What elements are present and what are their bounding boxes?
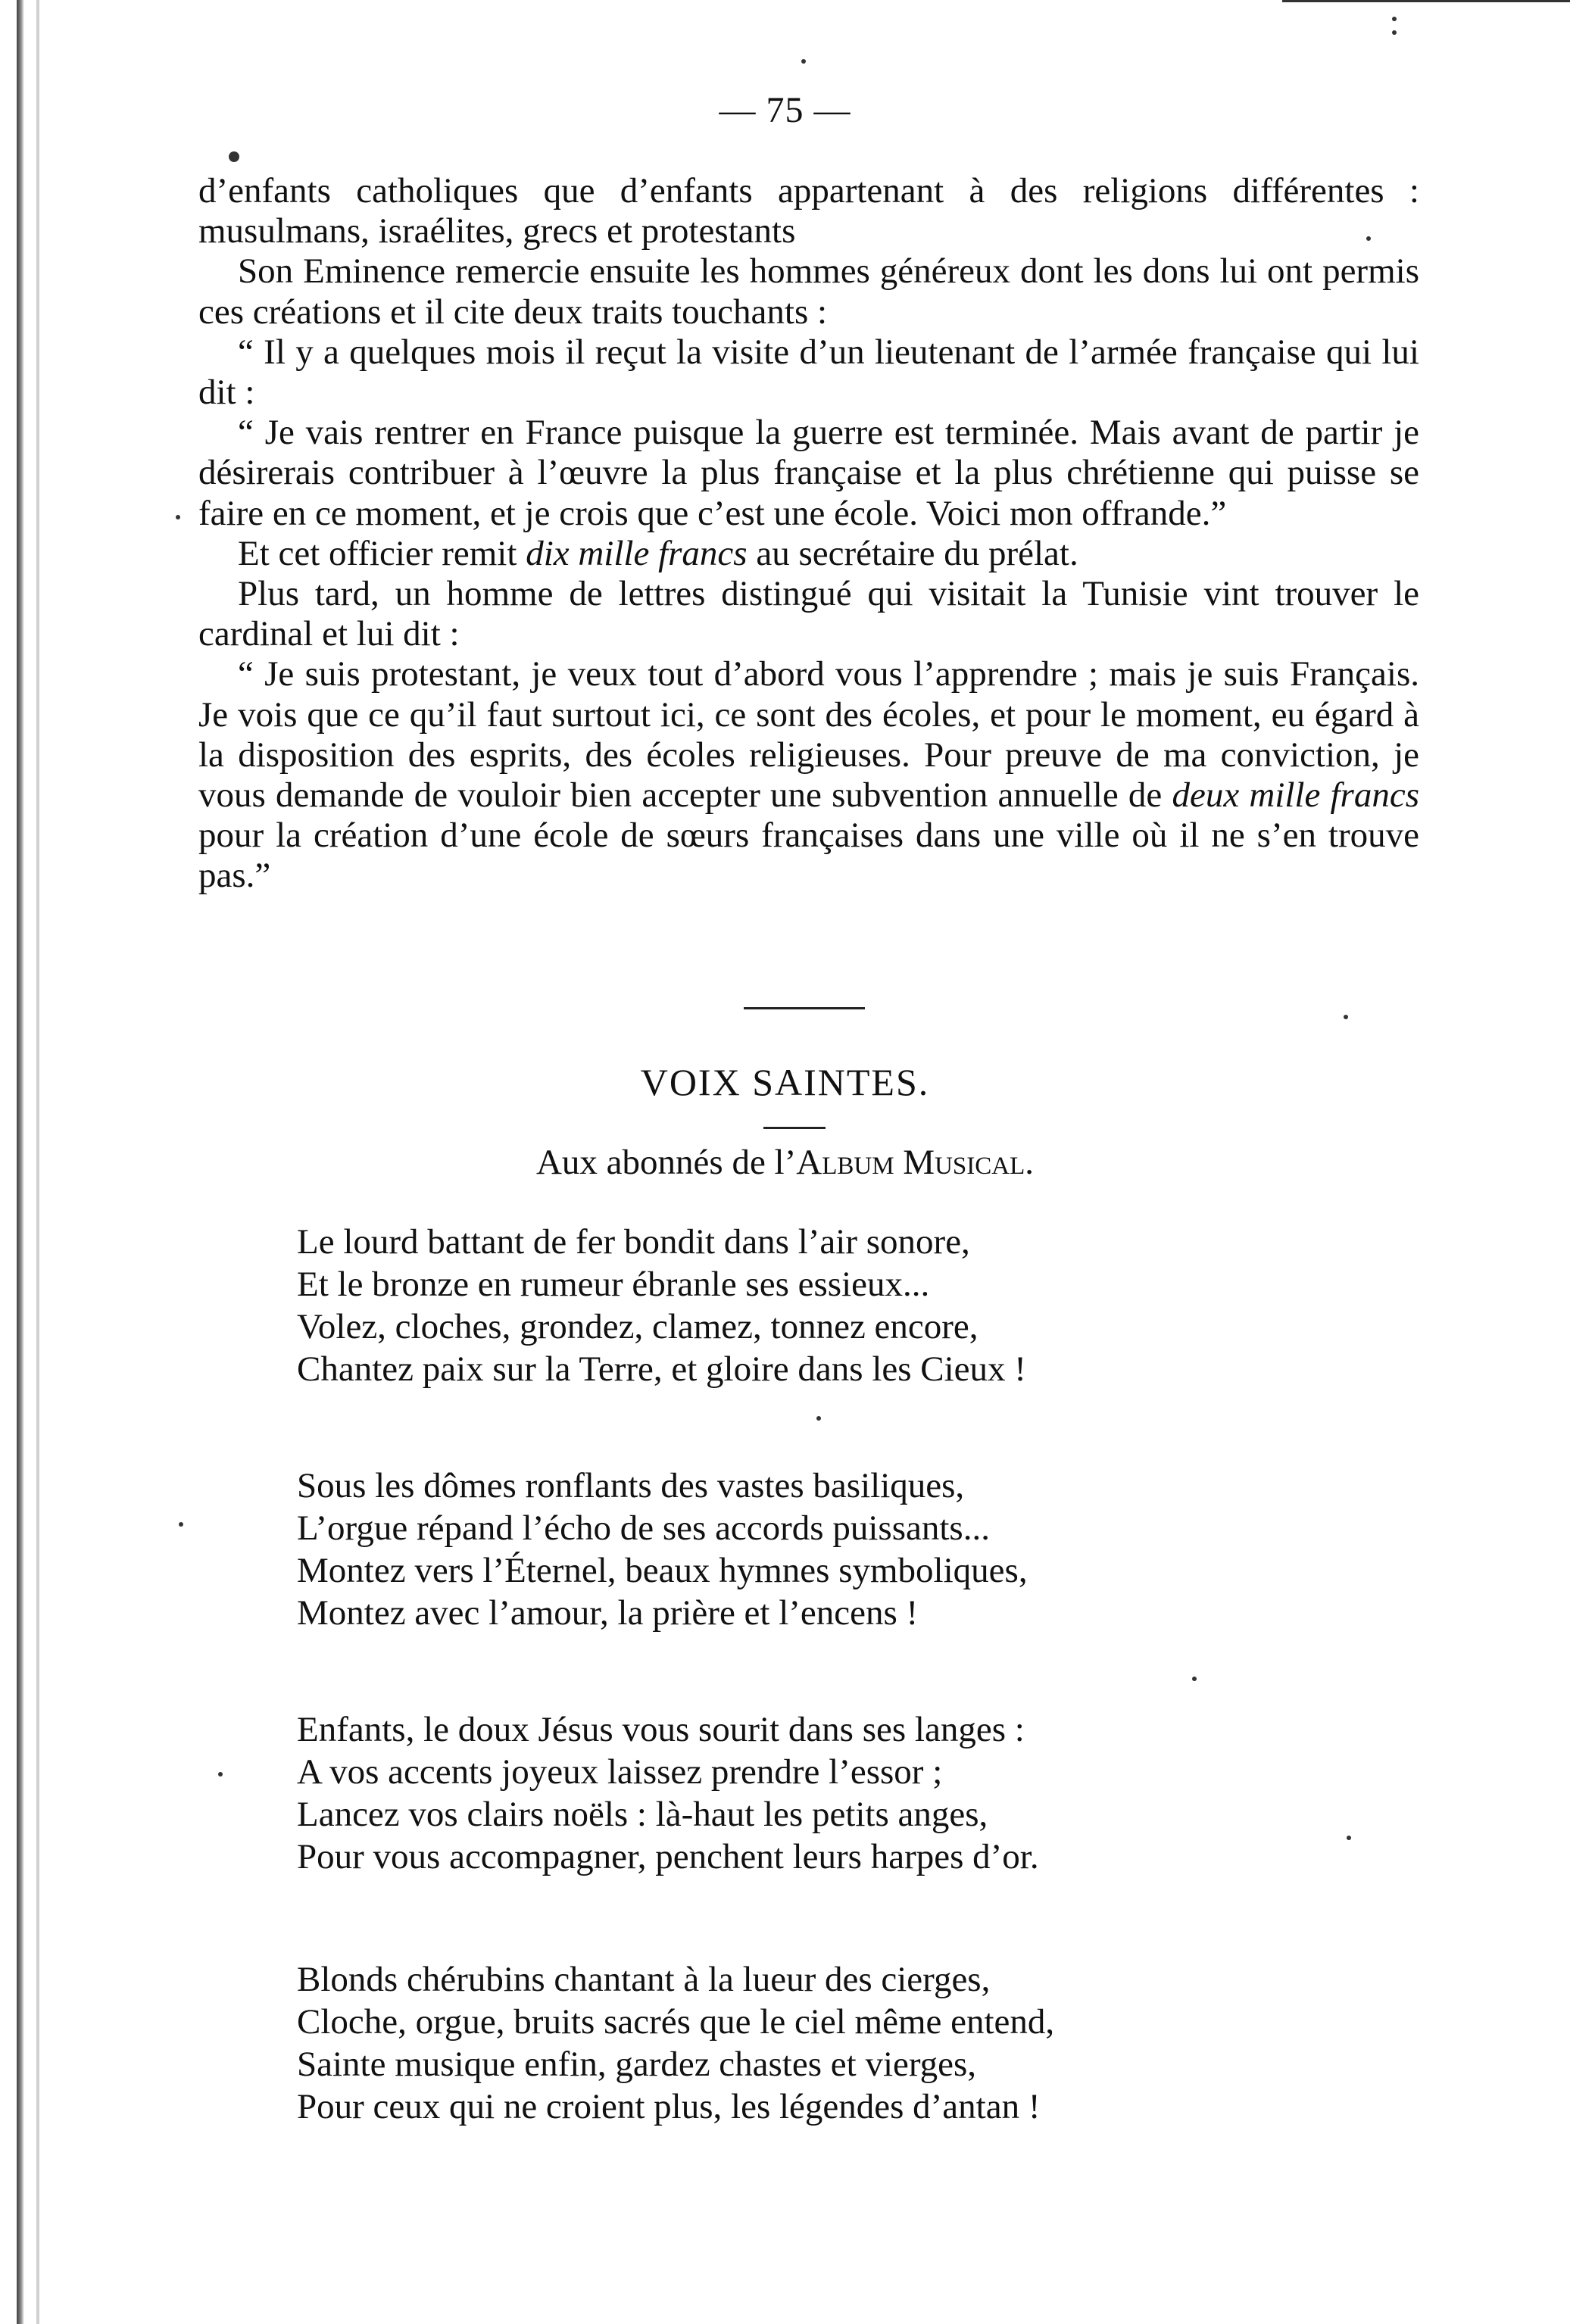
- poem-stanza: [297, 1465, 1357, 1634]
- paragraph-text: au secrétaire du prélat.: [747, 533, 1078, 573]
- paragraph: d’enfants catholiques que d’enfants appartenant à des religions différentes : musulmans, israélites, grecs et protestants: [198, 171, 1419, 251]
- dedication-name: Album Musical: [796, 1143, 1025, 1182]
- verse-line: Lancez vos clairs noëls : là-haut les petits anges,: [297, 1795, 988, 1834]
- paragraph: “ Il y a quelques mois il reçut la visite d’un lieutenant de l’armée française qui lui dit :: [198, 332, 1419, 413]
- verse-line: Sous les dômes ronflants des vastes basiliques,: [297, 1466, 965, 1505]
- paragraph: [198, 654, 1419, 896]
- verse-line: L’orgue répand l’écho de ses accords puissants...: [297, 1508, 990, 1548]
- poem-stanza: [297, 1958, 1357, 2128]
- scan-speck: [1192, 1677, 1197, 1681]
- verse-line: Enfants, le doux Jésus vous sourit dans ses langes :: [297, 1710, 1025, 1749]
- prose-body: [198, 171, 1419, 897]
- poem-dedication: [0, 1142, 1570, 1183]
- scan-speck: [1366, 236, 1371, 241]
- verse-line: Sainte musique enfin, gardez chastes et vierges,: [297, 2045, 977, 2084]
- scan-speck: [1392, 17, 1397, 21]
- scan-speck: [229, 151, 239, 162]
- scan-speck: [1392, 30, 1397, 35]
- verse-line: Pour ceux qui ne croient plus, les légendes d’antan !: [297, 2087, 1041, 2126]
- paragraph-text: Et cet officier remit: [238, 533, 526, 573]
- paragraph: Plus tard, un homme de lettres distingué qui visitait la Tunisie vint trouver le cardinal et lui dit :: [198, 574, 1419, 654]
- verse-line: A vos accents joyeux laissez prendre l’essor ;: [297, 1752, 943, 1792]
- poem-stanza: [297, 1221, 1357, 1390]
- top-rule: [1282, 0, 1570, 2]
- scan-speck: [816, 1416, 821, 1421]
- verse-line: Chantez paix sur la Terre, et gloire dans les Cieux !: [297, 1349, 1026, 1389]
- title-rule: [763, 1127, 826, 1129]
- verse-line: Montez avec l’amour, la prière et l’encens !: [297, 1593, 919, 1633]
- page-number: — 75 —: [719, 90, 851, 130]
- scan-speck: [1347, 1836, 1351, 1840]
- paragraph-text: “ Je suis protestant, je veux tout d’abord vous l’apprendre ; mais je suis Français. Je vois que ce qu’il faut surtout ici, ce sont des écoles, et pour le moment, eu égard à la disposition des esprits, des écoles religieuses. Pour preuve de ma conviction, je vous demande de vouloir bien accepter une subvention annuelle de: [198, 654, 1419, 816]
- verse-line: Cloche, orgue, bruits sacrés que le ciel même entend,: [297, 2002, 1055, 2042]
- poem-stanza: [297, 1708, 1357, 1878]
- emphasized-amount: deux mille francs: [1172, 775, 1420, 816]
- verse-line: Et le bronze en rumeur ébranle ses essieux...: [297, 1265, 930, 1304]
- scan-speck: [179, 1522, 183, 1527]
- verse-line: Volez, cloches, grondez, clamez, tonnez encore,: [297, 1307, 979, 1346]
- paragraph: [198, 534, 1419, 574]
- scan-speck: [801, 59, 806, 64]
- paragraph-text: pour la création d’une école de sœurs françaises dans une ville où il ne s’en trouve pas.”: [198, 816, 1419, 896]
- scan-speck: [218, 1772, 223, 1777]
- poem-title: VOIX SAINTES.: [640, 1061, 930, 1103]
- verse-line: Montez vers l’Éternel, beaux hymnes symboliques,: [297, 1551, 1028, 1590]
- paragraph: Son Eminence remercie ensuite les hommes généreux dont les dons lui ont permis ces créations et il cite deux traits touchants :: [198, 251, 1419, 332]
- section-separator: [744, 1007, 865, 1009]
- dedication-suffix: .: [1025, 1143, 1035, 1182]
- scan-speck: [176, 515, 180, 519]
- scan-speck: [1344, 1015, 1348, 1019]
- verse-line: Le lourd battant de fer bondit dans l’air sonore,: [297, 1222, 970, 1262]
- emphasized-amount: dix mille francs: [526, 533, 748, 573]
- verse-line: Pour vous accompagner, penchent leurs harpes d’or.: [297, 1837, 1039, 1876]
- verse-line: Blonds chérubins chantant à la lueur des cierges,: [297, 1960, 991, 1999]
- paragraph: “ Je vais rentrer en France puisque la guerre est terminée. Mais avant de partir je désirerais contribuer à l’œuvre la plus française et la plus chrétienne qui puisse se faire en ce moment, et je crois que c’est une école. Voici mon offrande.”: [198, 413, 1419, 533]
- dedication-prefix: Aux abonnés de l’: [535, 1143, 797, 1182]
